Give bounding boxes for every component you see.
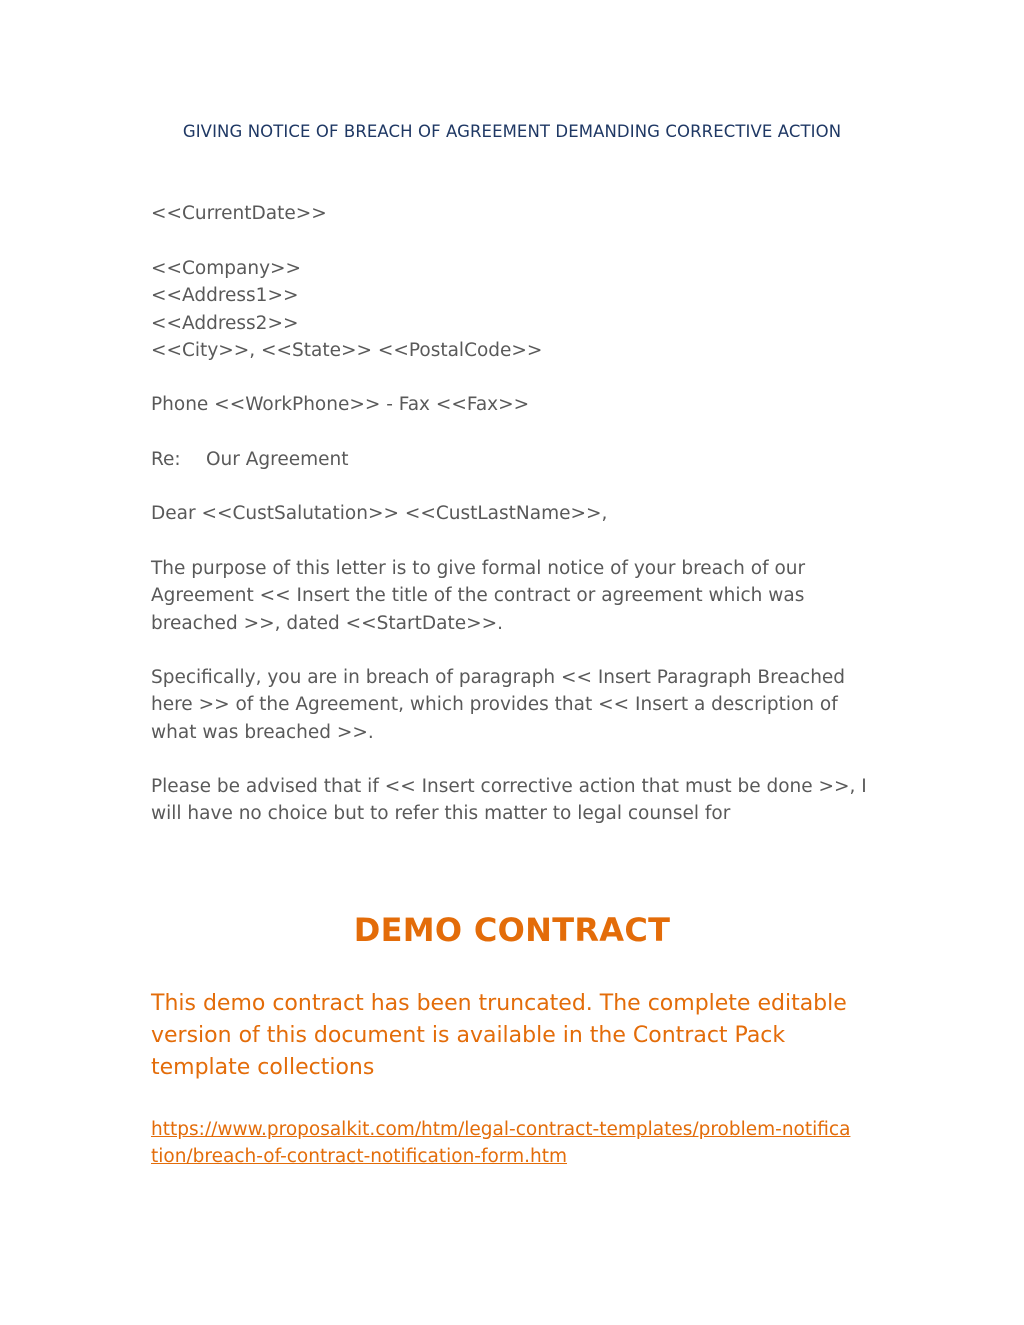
recipient-address [151,255,881,364]
address-company: <<Company>> [151,258,302,279]
date-line: <<CurrentDate>> [151,203,327,224]
paragraph-purpose: The purpose of this letter is to give formal notice of your breach of our Agreement << Insert the title of the contract or agreement which was breached >>, dated <<StartDate>>. [151,558,806,634]
address-city-state-zip: <<City>>, <<State>> <<PostalCode>> [151,339,543,361]
demo-truncation-note: This demo contract has been truncated. The complete editable version of this document is available in the Contract Pack template collections [151,991,847,1080]
re-line [151,446,881,473]
demo-contract-heading: DEMO CONTRACT [353,911,671,949]
document-title: GIVING NOTICE OF BREACH OF AGREEMENT DEMANDING CORRECTIVE ACTION [182,122,842,141]
contact-line: Phone <<WorkPhone>> - Fax <<Fax>> [151,394,530,415]
address-line-1: <<Address1>> [151,285,299,307]
contract-pack-link[interactable]: https://www.proposalkit.com/htm/legal-contract-templates/problem-notification/breach-of-contract-notification-form.htm [151,1119,851,1168]
re-label: Re: [151,449,181,470]
paragraph-advisement: Please be advised that if << Insert corrective action that must be done >>, I will have no choice but to refer this matter to legal counsel for [151,776,867,825]
salutation: Dear <<CustSalutation>> <<CustLastName>>, [151,503,608,524]
address-line-2: <<Address2>> [151,312,299,334]
re-subject: Our Agreement [206,449,349,470]
paragraph-specifics: Specifically, you are in breach of paragraph << Insert Paragraph Breached here >> of the Agreement, which provides that << Insert a description of what was breached >>. [151,667,846,743]
